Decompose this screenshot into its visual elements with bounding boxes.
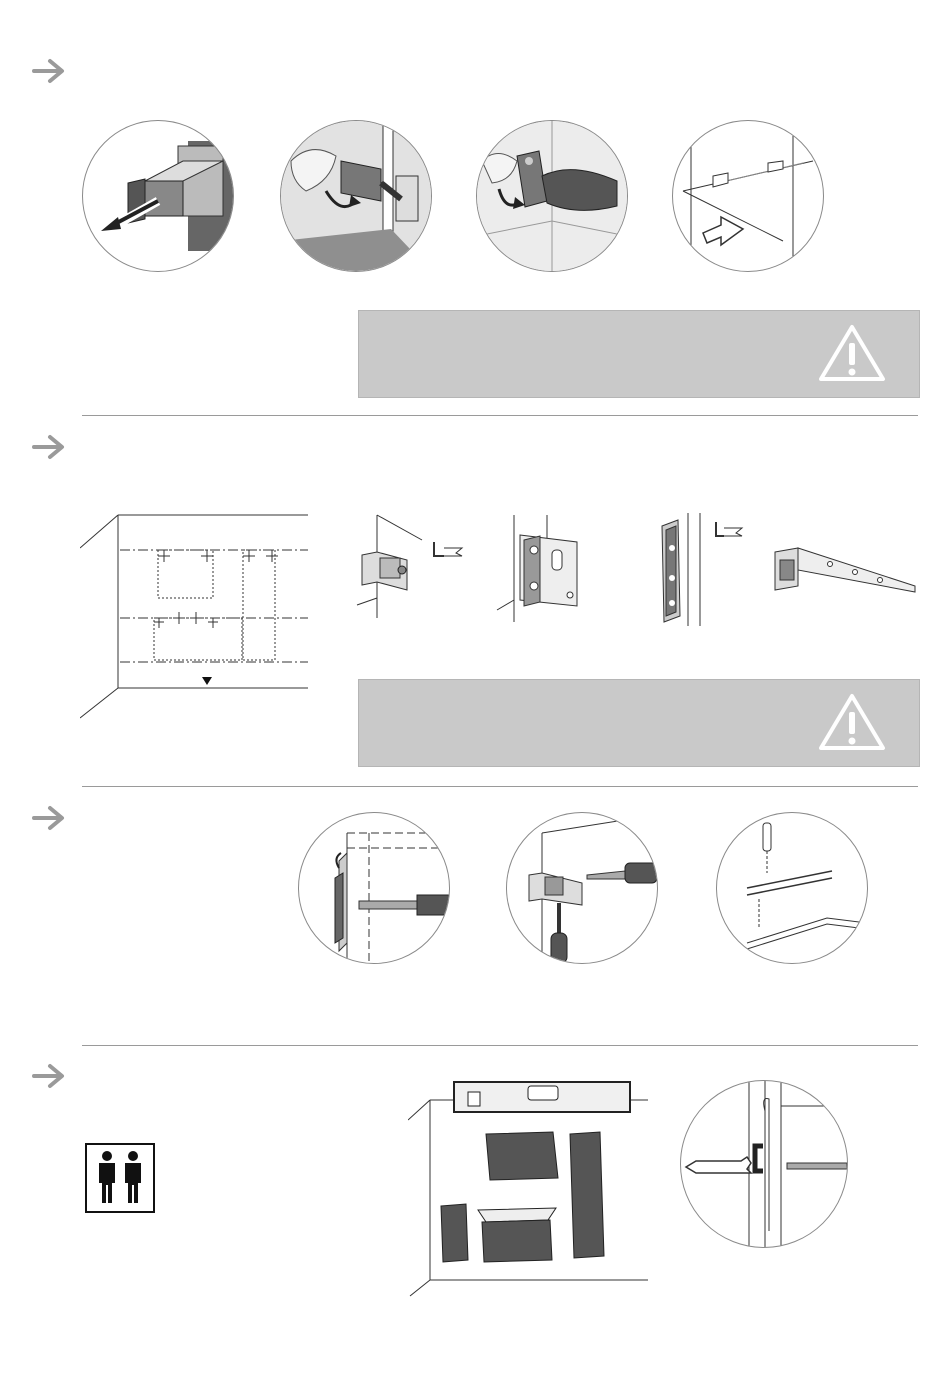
hinge-screw-illustration	[506, 812, 658, 964]
rail-screw-illustration	[716, 812, 868, 964]
hinge-open-illustration	[476, 120, 628, 272]
hinge-bracket-illustration	[352, 510, 472, 625]
level-layout-illustration	[408, 1076, 650, 1298]
arrow-right-icon	[32, 1061, 68, 1091]
warning-box	[358, 679, 920, 767]
warning-triangle-icon	[817, 692, 887, 752]
hook-screw-illustration	[298, 812, 450, 964]
hinge-release-illustration	[280, 120, 432, 272]
warning-triangle-icon	[817, 323, 887, 383]
wall-layout-diagram	[80, 510, 312, 720]
triangle-down-icon	[202, 677, 212, 685]
arrow-right-icon	[32, 803, 68, 833]
section-divider	[82, 786, 918, 787]
arrow-right-icon	[32, 432, 68, 462]
section-divider	[82, 415, 918, 416]
drawer-removal-illustration	[82, 120, 234, 272]
mounting-plate-illustration	[492, 510, 592, 625]
arrow-right-icon	[32, 56, 68, 86]
hook-detail-illustration	[680, 1080, 848, 1248]
two-person-icon	[85, 1143, 155, 1213]
section-divider	[82, 1045, 918, 1046]
shelf-removal-illustration	[672, 120, 824, 272]
warning-box	[358, 310, 920, 398]
hanging-rail-illustration	[650, 508, 760, 628]
support-bracket-illustration	[770, 540, 920, 600]
